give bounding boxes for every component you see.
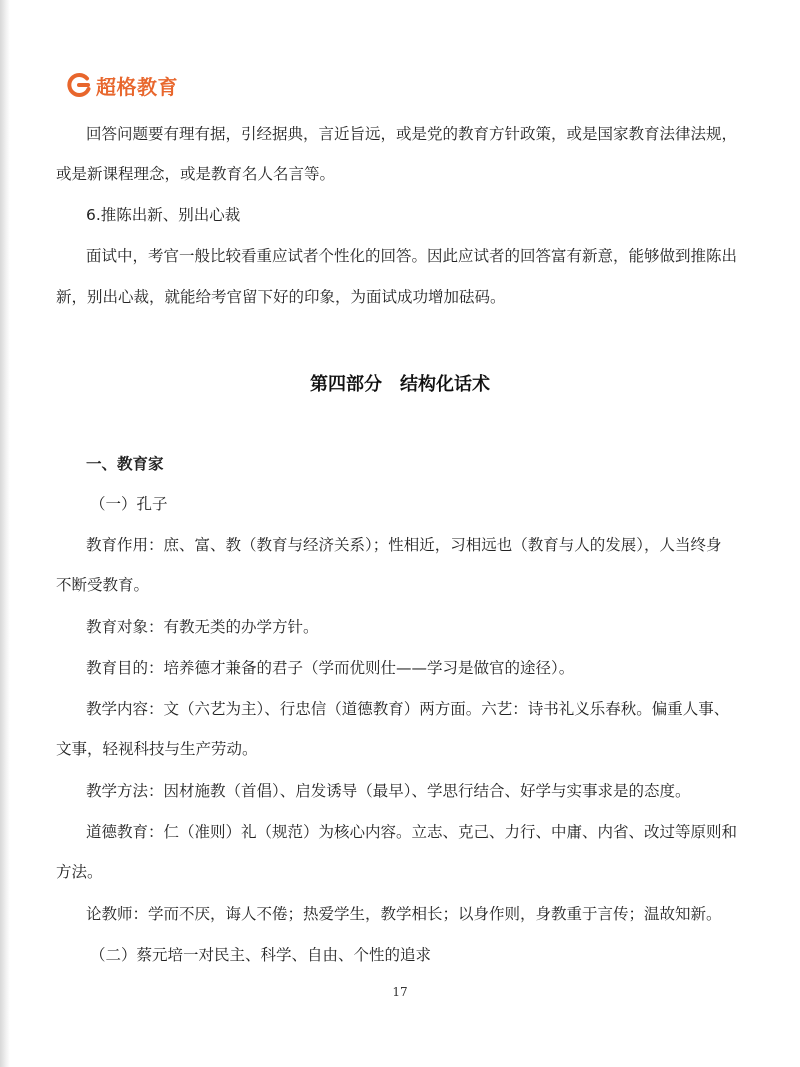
paragraph-line: 论教师：学而不厌，诲人不倦；热爱学生，教学相长；以身作则，身教重于言传；温故知新。 bbox=[86, 905, 722, 923]
subsection-title: （二）蔡元培一对民主、科学、自由、个性的追求 bbox=[90, 946, 432, 964]
logo-text: 超格教育 bbox=[96, 74, 178, 99]
paragraph-line: 道德教育：仁（准则）礼（规范）为核心内容。立志、克己、力行、中庸、内省、改过等原则和 bbox=[86, 823, 738, 841]
paragraph-line: 不断受教育。 bbox=[56, 576, 150, 594]
paragraph-line: 文事，轻视科技与生产劳动。 bbox=[56, 740, 258, 758]
paragraph-line: 或是新课程理念，或是教育名人名言等。 bbox=[56, 165, 336, 183]
paragraph-line: 教学内容：文（六艺为主）、行忠信（道德教育）两方面。六艺：诗书礼义乐春秋。偏重人事、 bbox=[86, 700, 730, 718]
page-number: 17 bbox=[392, 985, 408, 999]
part-title: 第四部分 结构化话术 bbox=[310, 374, 490, 395]
paragraph-line: 教育对象：有教无类的办学方针。 bbox=[86, 618, 319, 636]
paragraph-line: 回答问题要有理有据，引经据典，言近旨远，或是党的教育方针政策，或是国家教育法律法规， bbox=[86, 125, 738, 143]
paragraph-line: 新，别出心裁，就能给考官留下好的印象，为面试成功增加砝码。 bbox=[56, 288, 506, 306]
paragraph-line: 教育目的：培养德才兼备的君子（学而优则仕——学习是做官的途径）。 bbox=[86, 659, 575, 677]
item-title: 6.推陈出新、别出心裁 bbox=[86, 206, 241, 224]
paragraph-line: 教学方法：因材施教（首倡）、启发诱导（最早）、学思行结合、好学与实事求是的态度。 bbox=[86, 782, 691, 800]
paragraph-line: 面试中，考官一般比较看重应试者个性化的回答。因此应试者的回答富有新意，能够做到推陈出 bbox=[86, 247, 738, 265]
brand-logo bbox=[66, 70, 178, 100]
paragraph-line: 方法。 bbox=[56, 863, 103, 881]
paragraph-line: 教育作用：庶、富、教（教育与经济关系）；性相近，习相远也（教育与人的发展），人当终身 bbox=[86, 536, 722, 554]
logo-icon bbox=[66, 72, 92, 98]
page-edge-shadow bbox=[0, 0, 10, 1067]
subsection-title: （一）孔子 bbox=[90, 495, 168, 513]
section-title: 一、教育家 bbox=[86, 455, 164, 473]
